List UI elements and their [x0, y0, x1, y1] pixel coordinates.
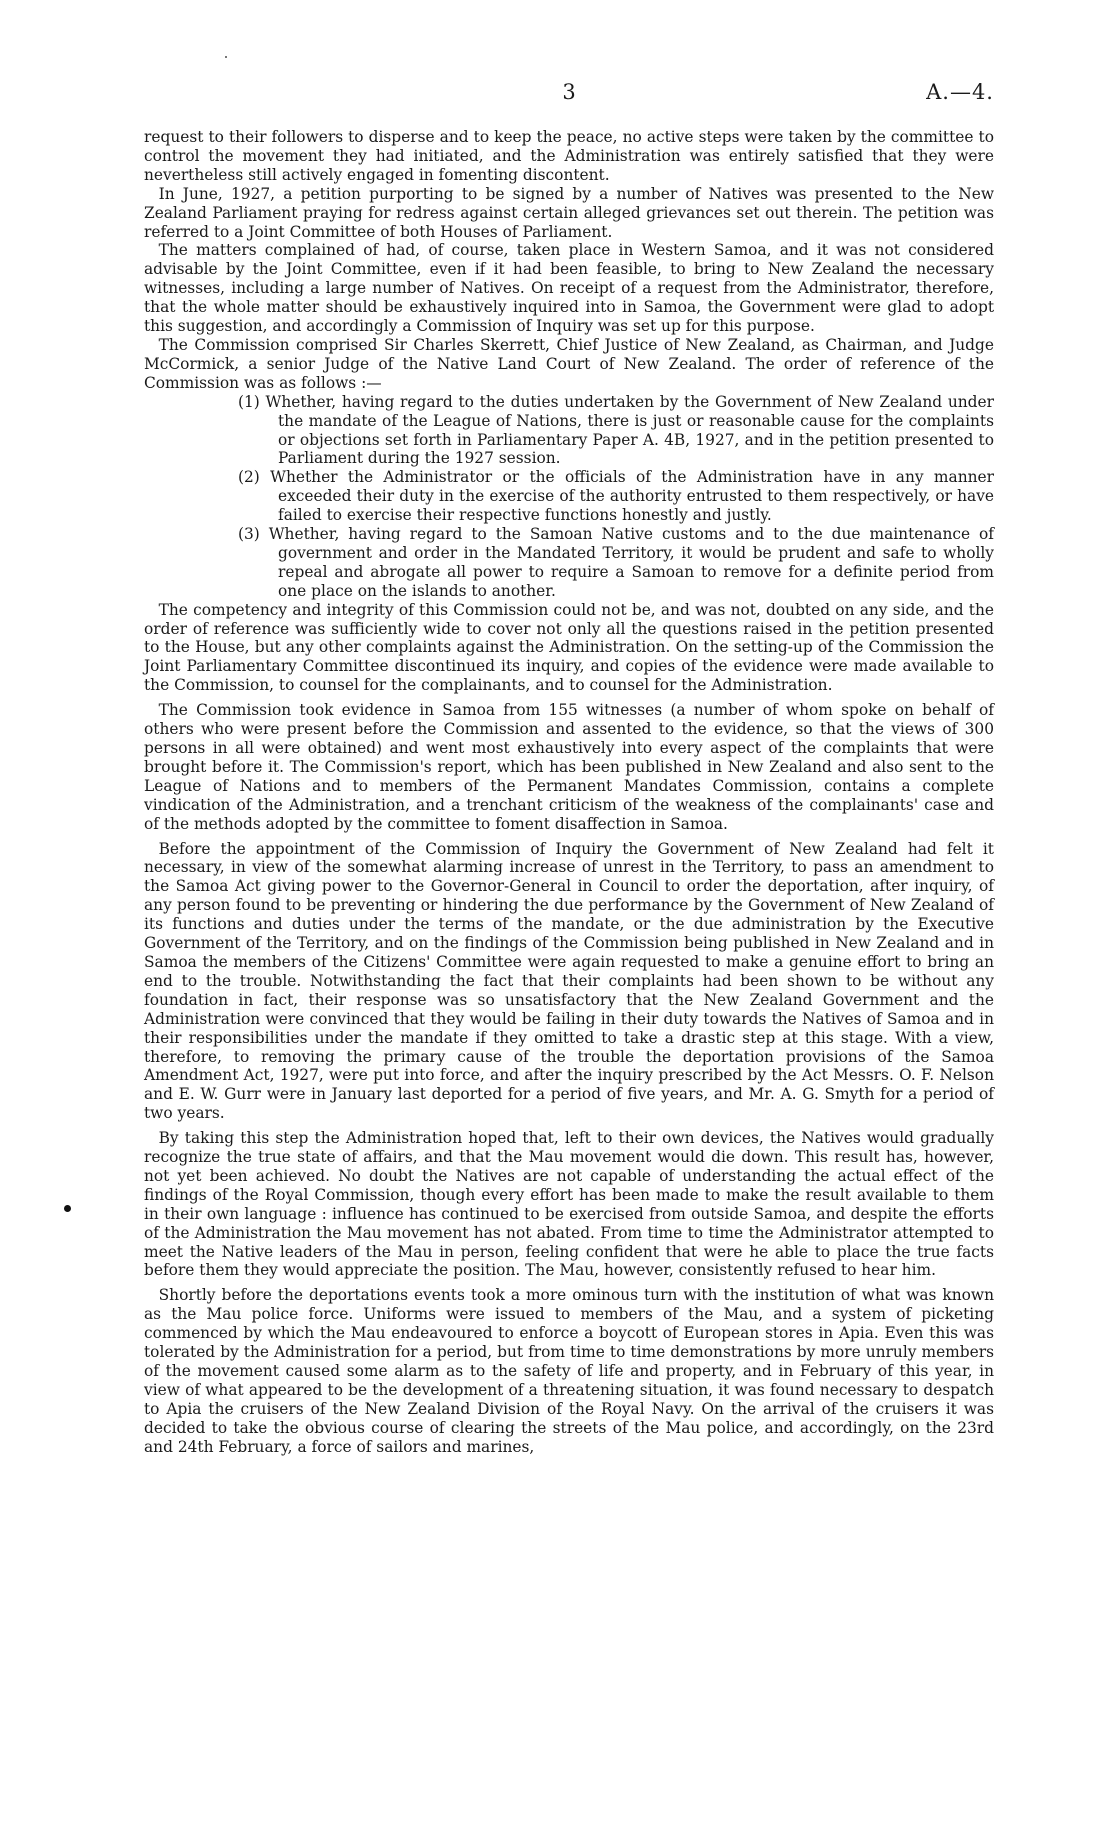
paragraph-commission-members: The Commission comprised Sir Charles Skerrett, Chief Justice of New Zealand, as Chairman, and Judge McCormick, a senior Judge of the Native Land Court of New Zealand. The order of reference of the Commission was as follows :— [144, 335, 994, 392]
paragraph-joint-committee: The matters complained of had, of course, taken place in Western Samoa, and it was not considered advisable by the Joint Committee, even if it had been feasible, to bring to New Zealand the necessary witnesses, including a large number of Natives. On receipt of a request from the Administrator, therefore, that the whole matter should be exhaustively inquired into in Samoa, the Government were glad to adopt this suggestion, and accordingly a Commission of Inquiry was set up for this purpose. [144, 241, 994, 336]
paragraph-deportation: Before the appointment of the Commission of Inquiry the Government of New Zealand had felt it necessary, in view of the somewhat alarming increase of unrest in the Territory, to pass an amendment to the Samoa Act giving power to the Governor-General in Council to order the deportation, after inquiry, of any person found to be preventing or hindering the due performance by the Government of New Zealand of its functions and duties under the terms of the mandate, or the due administration by the Executive Government of the Territory, and on the findings of the Commission being published in New Zealand and in Samoa the members of the Citizens' Committee were again requested to make a genuine effort to bring an end to the trouble. Notwithstanding the fact that their complaints had been shown to be without any foundation in fact, their response was so unsatisfactory that the New Zealand Government and the Administration were convinced that they would be failing in their duty towards the Natives of Samoa and in their responsibilities under the mandate if they omitted to take a drastic step at this stage. With a view, therefore, to removing the primary cause of the trouble the deportation provisions of the Samoa Amendment Act, 1927, were put into force, and after the inquiry prescribed by the Act Messrs. O. F. Nelson and E. W. Gurr were in January last deported for a period of five years, and Mr. A. G. Smyth for a period of two years. [144, 839, 994, 1123]
reference-item: (1) Whether, having regard to the duties undertaken by the Government of New Zealand under the mandate of the League of Nations, there is just or reasonable cause for the complaints or objections set forth in Parliamentary Paper A. 4B, 1927, and in the petition presented to Parliament during the 1927 session. [238, 392, 994, 468]
reference-item: (3) Whether, having regard to the Samoan Native customs and to the due maintenance of government and order in the Mandated Territory, it would be prudent and safe to wholly repeal and abrogate all power to require a Samoan to remove for a definite period from one place on the islands to another. [238, 525, 994, 600]
paragraph-competency: The competency and integrity of this Commission could not be, and was not, doubted on any side, and the order of reference was sufficiently wide to cover not only all the questions raised in the petition presented to the House, but any other complaints against the Administration. On the setting-up of the Commission the Joint Parliamentary Committee discontinued its inquiry, and copies of the evidence were made available to the Commission, to counsel for the complainants, and to counsel for the Administration. [144, 600, 994, 695]
order-of-reference-list [144, 393, 994, 601]
paragraph-mau-police: Shortly before the deportations events took a more ominous turn with the institution of what was known as the Mau police force. Uniforms were issued to members of the Mau, and a system of picketing commenced by which the Mau endeavoured to enforce a boycott of European stores in Apia. Even this was tolerated by the Administration for a period, but from time to time demonstrations by more unruly members of the movement caused some alarm as to the safety of life and property, and in February of this year, in view of what appeared to be the development of a threatening situation, it was found necessary to despatch to Apia the cruisers of the New Zealand Division of the Royal Navy. On the arrival of the cruisers it was decided to take the obvious course of clearing the streets of the Mau police, and accordingly, on the 23rd and 24th February, a force of sailors and marines, [144, 1286, 994, 1456]
document-reference: A.—4. [926, 80, 994, 104]
page-number: 3 [562, 80, 576, 104]
reference-item: (2) Whether the Administrator or the officials of the Administration have in any manner exceeded their duty in the exercise of the authority entrusted to them respectively, or have failed to exercise their respective functions honestly and justly. [238, 468, 994, 525]
paragraph-continuation: request to their followers to disperse and to keep the peace, no active steps were taken by the committee to control the movement they had initiated, and the Administration was entirely satisfied that they were nevertheless still actively engaged in fomenting discontent. [144, 128, 994, 184]
margin-mark [225, 56, 227, 58]
paragraph-evidence: The Commission took evidence in Samoa from 155 witnesses (a number of whom spoke on behalf of others who were present before the Commission and assented to the evidence, so that the views of 300 persons in all were obtained) and went most exhaustively into every aspect of the complaints that were brought before it. The Commission's report, which has been published in New Zealand and also sent to the League of Nations and to members of the Permanent Mandates Commission, contains a complete vindication of the Administration, and a trenchant criticism of the weakness of the complainants' case and of the methods adopted by the committee to foment disaffection in Samoa. [144, 701, 994, 833]
paragraph-petition: In June, 1927, a petition purporting to be signed by a number of Natives was presented to the New Zealand Parliament praying for redress against certain alleged grievances set out therein. The petition was referred to a Joint Committee of both Houses of Parliament. [144, 184, 994, 241]
paragraph-mau-movement: By taking this step the Administration hoped that, left to their own devices, the Natives would gradually recognize the true state of affairs, and that the Mau movement would die down. This result has, however, not yet been achieved. No doubt the Natives are not capable of understanding the actual effect of the findings of the Royal Commission, though every effort has been made to make the result available to them in their own language : influence has continued to be exercised from outside Samoa, and despite the efforts of the Administration the Mau movement has not abated. From time to time the Administrator attempted to meet the Native leaders of the Mau in person, feeling confident that were he able to place the true facts before them they would appreciate the position. The Mau, however, consistently refused to hear him. [144, 1129, 994, 1280]
page-header [144, 80, 994, 110]
body-text [144, 128, 994, 1457]
margin-bullet [64, 1205, 71, 1212]
